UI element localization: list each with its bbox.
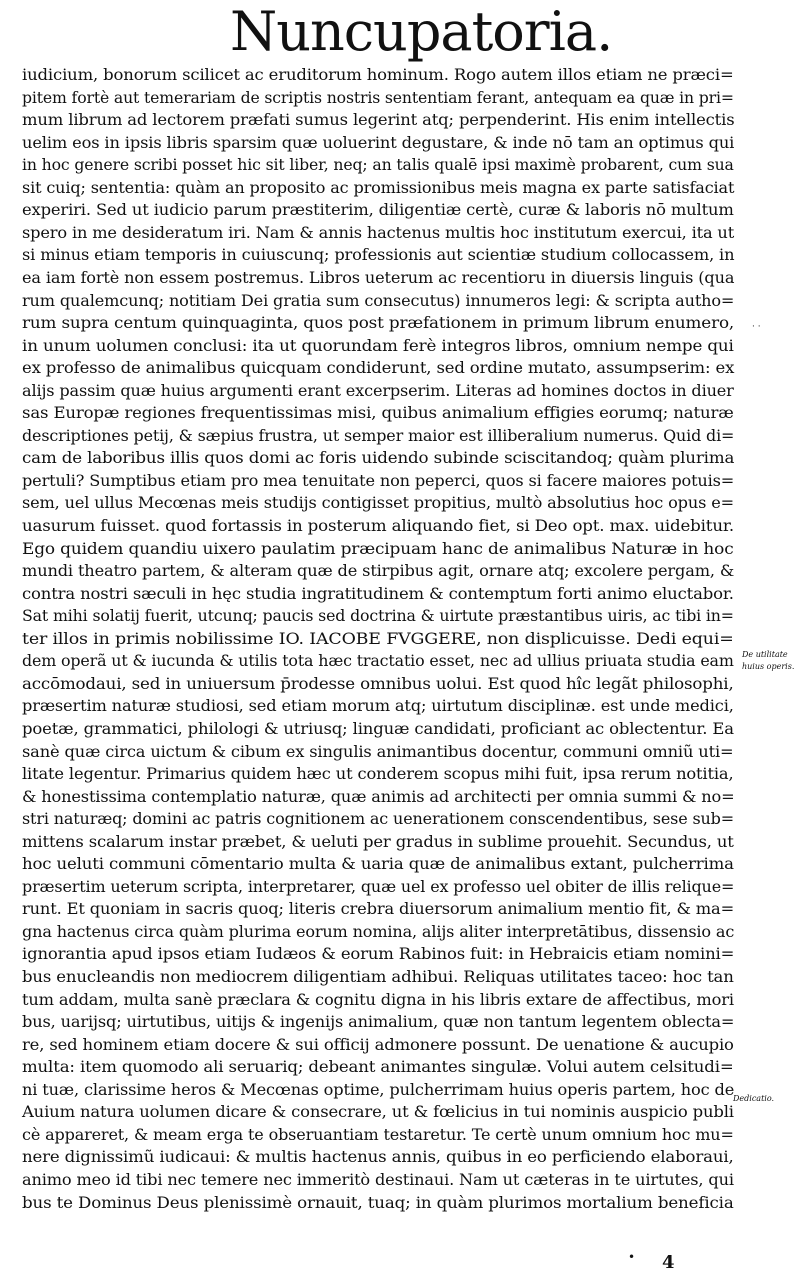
signature-mark: • [628, 1250, 636, 1264]
page-number: 4 [662, 1252, 675, 1273]
text-line: spero in me desideratum iri. Nam & annis hactenus multis hoc institutum exercui, ita ut [22, 222, 735, 242]
margin-note-utility-line1: De utilitate [742, 650, 788, 659]
text-line: mum librum ad lectorem præfati sumus legerint atq; perpenderint. His enim intellectis [22, 110, 735, 130]
text-line: bus, uarijsq; uirtutibus, uitijs & ingenijs animalium, quæ non tantum legentem oblecta= [22, 1012, 735, 1032]
text-line: mittens scalarum instar præbet, & ueluti per gradus in sublime prouehit. Secundus, ut [22, 831, 734, 851]
text-line: uasurum fuisset. quod fortassis in posterum aliquando fiet, si Deo opt. max. uidebitur. [22, 516, 734, 535]
page-title: Nuncupatoria. [230, 0, 613, 63]
text-line: ni tuæ, clarissime heros & Mecœnas optime, pulcherrimam huius operis partem, hoc de [22, 1079, 735, 1099]
text-line: re, sed hominem etiam docere & sui officij admonere possunt. De uenatione & aucupio [22, 1034, 734, 1054]
text-line: bus enucleandis non mediocrem diligentiam adhibui. Reliquas utilitates taceo: hoc tan [22, 967, 734, 986]
text-line: rum supra centum quinquaginta, quos post præfationem in primum librum enumero, [22, 313, 735, 333]
text-line: nere dignissimũ iudicaui: & multis hactenus annis, quibus in eo perficiendo elaboraui, [22, 1147, 734, 1167]
text-line: sem, uel ullus Mecœnas meis studijs contigisset propitius, multò absolutius hoc opus e= [22, 493, 734, 513]
text-line: litate legentur. Primarius quidem hæc ut conderem scopus mihi fuit, ipsa rerum notitia, [22, 764, 734, 784]
text-line: stri naturæq; domini ac patris cognitionem ac uenerationem conscendentibus, sese sub= [22, 809, 735, 829]
text-line: ter illos in primis nobilissime IO. IACOBE FVGGERE, non displicuisse. Dedi equi= [22, 628, 734, 648]
text-line: uelim eos in ipsis libris sparsim quæ uoluerint degustare, & inde nō tam an optimus qui [22, 132, 735, 152]
text-line: gna hactenus circa quàm plurima eorum nomina, alijs aliter interpretātibus, dissensio ac [22, 921, 735, 941]
text-line: animo meo id tibi nec temere nec immeritò destinaui. Nam ut cæteras in te uirtutes, qui [22, 1169, 734, 1189]
text-line: ex professo de animalibus quicquam condiderunt, sed ordine mutato, assumpserim: ex [22, 358, 735, 378]
margin-note-dedication: Dedicatio. [733, 1094, 775, 1103]
margin-note-utility-line2: huius operis. [742, 662, 794, 671]
text-line: ea iam fortè non essem postremus. Libros ueterum ac recentioru in diuersis linguis (qua [22, 267, 735, 287]
text-line: iudicium, bonorum scilicet ac eruditorum hominum. Rogo autem illos etiam ne præci= [22, 65, 734, 84]
text-line: hoc ueluti communi cōmentario multa & uaria quæ de animalibus extant, pulcherrima [22, 854, 734, 874]
text-line: in hoc genere scribi posset hic sit liber, neq; an talis qualē ipsi maximè probarent, cum sua [22, 155, 734, 175]
text-line: pertuli? Sumptibus etiam pro mea tenuitate non peperci, quos si facere maiores potuis= [22, 470, 735, 490]
text-line: ignorantia apud ipsos etiam Iudæos & eorum Rabinos fuit: in Hebraicis etiam nomini= [22, 944, 735, 964]
text-line: sanè quæ circa uictum & cibum ex singulis animantibus docentur, communi omniũ uti= [22, 741, 734, 761]
text-line: cè appareret, & meam erga te obseruantiam testaretur. Te certè unum omnium hoc mu= [22, 1124, 734, 1144]
text-line: experiri. Sed ut iudicio parum præstiterim, diligentiæ certè, curæ & laboris nō multum [22, 200, 734, 220]
text-line: bus te Dominus Deus plenissimè ornauit, tuaq; in quàm plurimos mortalium beneficia [22, 1192, 734, 1212]
text-line: & honestissima contemplatio naturæ, quæ animis ad architecti per omnia summi & no= [22, 786, 735, 806]
text-line: contra nostri sæculi in hęc studia ingratitudinem & contemptum forti animo eluctabor. [22, 583, 734, 603]
text-line: Ego quidem quandiu uixero paulatim præcipuam hanc de animalibus Naturæ in hoc [22, 538, 734, 558]
text-line: poetæ, grammatici, philologi & utriusq; linguæ candidati, proficiant ac oblectentur. Ea [22, 718, 734, 738]
text-line: runt. Et quoniam in sacris quoq; literis crebra diuersorum animalium mentio fit, & ma= [22, 899, 735, 919]
text-line: præsertim naturæ studiosi, sed etiam morum atq; uirtutum disciplinæ. est unde medici, [22, 696, 734, 716]
text-line: pitem fortè aut temerariam de scriptis nostris sententiam ferant, antequam ea quæ in pri= [22, 87, 734, 107]
text-line: cam de laboribus illis quos domi ac foris uidendo subinde sciscitandoq; quàm plurima [22, 448, 735, 468]
text-line: rum qualemcunq; notitiam Dei gratia sum consecutus) innumeros legi: & scripta autho= [22, 290, 735, 310]
text-line: præsertim ueterum scripta, interpretarer, quæ uel ex professo uel obiter de illis relique= [22, 876, 735, 896]
text-line: descriptiones petij, & sæpius frustra, ut semper maior est illiberalium numerus. Quid di= [22, 425, 735, 445]
margin-small-mark: · · [752, 322, 761, 332]
text-line: si minus etiam temporis in cuiuscunq; professionis aut scientiæ studium collocassem, in [22, 245, 735, 265]
text-line: Auium natura uolumen dicare & consecrare, ut & fœlicius in tui nominis auspicio publi [22, 1102, 734, 1122]
text-line: sit cuiq; sententia: quàm an proposito ac promissionibus meis magna ex parte satisfaciat [22, 177, 735, 197]
text-line: dem operã ut & iucunda & utilis tota hæc tractatio esset, nec ad ullius priuata studia eam [22, 651, 734, 671]
text-line: multa: item quomodo ali seruariq; debeant animantes singulæ. Volui autem celsitudi= [22, 1057, 734, 1077]
text-line: mundi theatro partem, & alteram quæ de stirpibus agit, ornare atq; excolere pergam, & [22, 561, 735, 581]
text-line: accōmodaui, sed in uniuersum p̄rodesse omnibus uolui. Est quod hîc legãt philosophi, [22, 673, 734, 693]
text-line: Sat mihi solatij fuerit, utcunq; paucis sed doctrina & uirtute præstantibus uiris, ac tibi in= [22, 606, 734, 626]
text-line: alijs passim quæ huius argumenti erant excerpserim. Literas ad homines doctos in diuer [22, 380, 734, 400]
text-line: tum addam, multa sanè præclara & cognitu digna in his libris extare de affectibus, mori [22, 989, 734, 1009]
text-line: sas Europæ regiones frequentissimas misi, quibus animalium effigies eorumq; naturæ [22, 403, 734, 423]
text-line: in unum uolumen conclusi: ita ut quorundam ferè integros libros, omnium nempe qui [22, 335, 734, 355]
